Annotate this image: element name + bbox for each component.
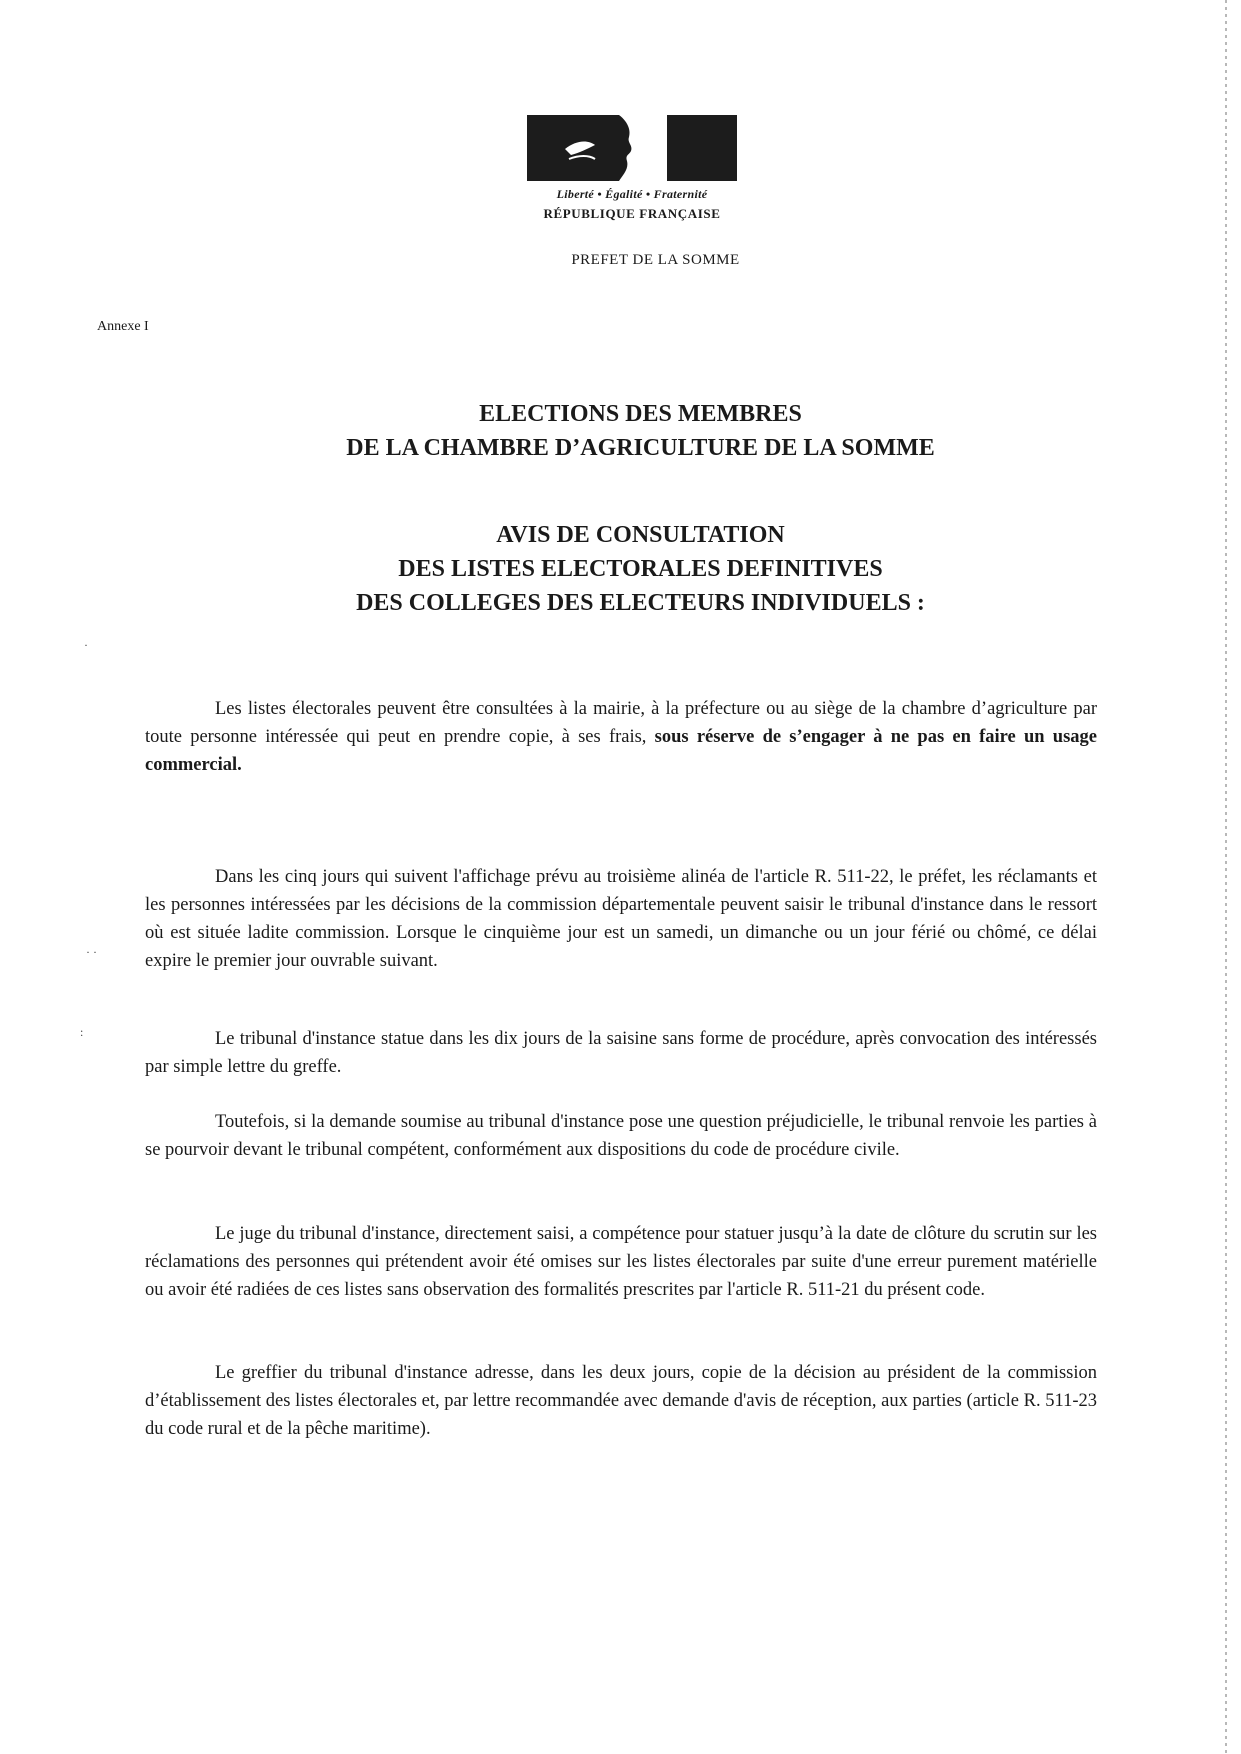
main-title-line-2: DE LA CHAMBRE D’AGRICULTURE DE LA SOMME	[346, 435, 935, 461]
scan-edge	[1225, 0, 1227, 1754]
scan-mark: ·	[84, 638, 88, 652]
marianne-logo	[506, 115, 758, 232]
paragraph-statue: Le tribunal d'instance statue dans les dix jours de la saisine sans forme de procédure, après convocation des intéressés par simple lettre du greffe.	[145, 1029, 1097, 1077]
paragraph-consultation	[145, 695, 1097, 779]
scan-mark: :	[80, 1025, 84, 1039]
paragraph-recours: Dans les cinq jours qui suivent l'affichage prévu au troisième alinéa de l'article R. 511-22, le préfet, les réclamants et les personnes intéressées par les décisions de la commission départementale peuvent saisir le tribunal d'instance dans le ressort où est située ladite commission. Lorsque le cinquième jour est un samedi, un dimanche ou un jour férié ou chômé, ce délai expire le premier jour ouvrable suivant.	[145, 867, 1097, 971]
paragraph-competence: Le juge du tribunal d'instance, directement saisi, a compétence pour statuer jusqu’à la date de clôture du scrutin sur les réclamations des personnes qui prétendent avoir été omises sur les listes électorales par suite d'une erreur purement matérielle ou avoir été radiées de ces listes sans observation des formalités prescrites par l'article R. 511-21 du présent code.	[145, 1224, 1097, 1300]
paragraph-consultation-bold: sous réserve de s’engager à ne pas en faire un usage commercial.	[145, 727, 1097, 775]
notice-title-line-3: DES COLLEGES DES ELECTEURS INDIVIDUELS :	[356, 590, 925, 616]
prefecture-name: PREFET DE LA SOMME	[571, 252, 740, 268]
paragraph-consultation-text: Les listes électorales peuvent être consultées à la mairie, à la préfecture ou au siège de la chambre d’agriculture par toute personne intéressée qui peut en prendre copie, à ses frais,	[145, 699, 1097, 747]
paragraph-greffier: Le greffier du tribunal d'instance adresse, dans les deux jours, copie de la décision au président de la commission d’établissement des listes électorales et, par lettre recommandée avec demande d'avis de réception, aux parties (article R. 511-23 du code rural et de la pêche maritime).	[145, 1363, 1097, 1439]
paragraph-prejudicielle: Toutefois, si la demande soumise au tribunal d'instance pose une question préjudicielle, le tribunal renvoie les parties à se pourvoir devant le tribunal compétent, conformément aux dispositions du code de procédure civile.	[145, 1112, 1097, 1160]
marianne-emblem-icon	[527, 115, 737, 181]
motto: Liberté • Égalité • Fraternité	[556, 187, 708, 201]
notice-title-line-2: DES LISTES ELECTORALES DEFINITIVES	[398, 556, 883, 582]
main-title-line-1: ELECTIONS DES MEMBRES	[479, 401, 802, 427]
main-title	[0, 397, 1241, 465]
notice-title-line-1: AVIS DE CONSULTATION	[496, 522, 785, 548]
notice-title	[0, 518, 1241, 620]
annex-label: Annexe I	[97, 319, 149, 334]
scan-mark: · ·	[86, 945, 97, 959]
republic-name: RÉPUBLIQUE FRANÇAISE	[543, 206, 721, 221]
